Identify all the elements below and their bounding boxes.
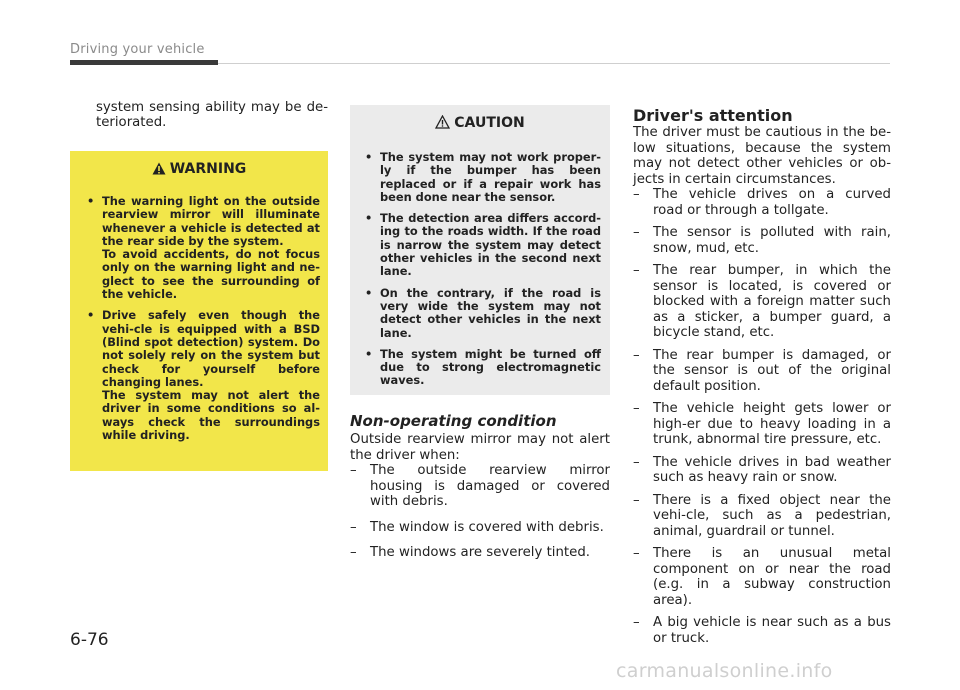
- list-item-text: The rear bumper is damaged, or the sensor is out of the original default position.: [653, 347, 891, 394]
- dash-icon: –: [350, 463, 357, 478]
- warning-item-text: Drive safely even though the vehi-cle is equipped with a BSD (Blind spot detection) system. Do not solely rely on the system but check for yourself before changing lanes.: [102, 308, 320, 389]
- dash-icon: –: [633, 615, 640, 630]
- warning-box: [70, 151, 328, 471]
- list-item: [633, 348, 891, 395]
- bullet-icon: •: [87, 308, 95, 323]
- dash-icon: –: [633, 454, 640, 470]
- bullet-icon: •: [365, 150, 373, 164]
- bullet-icon: •: [87, 194, 95, 208]
- list-item: [350, 545, 610, 561]
- list-item-text: The vehicle drives in bad weather such as heavy rain or snow.: [653, 454, 891, 485]
- list-item: [350, 520, 610, 536]
- dash-icon: –: [633, 546, 640, 561]
- dash-icon: –: [350, 545, 357, 560]
- bullet-icon: •: [365, 285, 373, 300]
- warning-item: [84, 195, 320, 301]
- dash-icon: –: [633, 347, 640, 363]
- dash-icon: –: [633, 492, 640, 508]
- non-operating-intro: Outside rearview mirror may not alert the driver when:: [350, 432, 610, 463]
- caution-box: [350, 105, 610, 395]
- list-item-text: The windows are severely tinted.: [370, 545, 590, 560]
- list-item: [633, 263, 891, 341]
- list-item-text: The rear bumper, in which the sensor is located, is covered or blocked with a foreign matter such as a sticker, a bumper guard, a bicycle stand, etc.: [653, 263, 891, 340]
- drivers-attention-heading: Driver's attention: [633, 106, 793, 125]
- list-item-text: The outside rearview mirror housing is damaged or covered with debris.: [370, 463, 610, 509]
- drivers-attention-list: [633, 187, 891, 646]
- caution-item-text: On the contrary, if the road is very wide the system may not detect other vehicles in the next lane.: [380, 285, 601, 340]
- dash-icon: –: [633, 263, 640, 278]
- list-item: [633, 493, 891, 540]
- warning-item-text: The system may not alert the driver in some conditions so al-ways check the surroundings while driving.: [102, 388, 320, 443]
- list-item-text: The vehicle drives on a curved road or through a tollgate.: [653, 187, 891, 218]
- section-header-title: Driving your vehicle: [70, 42, 205, 57]
- dash-icon: –: [633, 187, 640, 202]
- header-accent-bar: [70, 60, 218, 65]
- caution-title: CAUTION: [454, 115, 525, 131]
- dash-icon: –: [633, 401, 640, 416]
- caution-item: [362, 151, 601, 204]
- list-item-text: A big vehicle is near such as a bus or truck.: [653, 615, 891, 646]
- list-item: [350, 463, 610, 510]
- list-item: [633, 225, 891, 256]
- caution-heading: [350, 115, 610, 131]
- page-number: 6-76: [70, 630, 109, 650]
- warning-title: WARNING: [169, 161, 247, 177]
- non-operating-heading: Non-operating condition: [350, 412, 557, 430]
- caution-item: [362, 287, 601, 340]
- list-item: [633, 401, 891, 448]
- list-item-text: The sensor is polluted with rain, snow, mud, etc.: [653, 225, 891, 256]
- list-item: [633, 455, 891, 486]
- watermark-text: carmanualsonline.info: [616, 660, 833, 682]
- caution-list: [362, 151, 601, 396]
- warning-item-text: To avoid accidents, do not focus only on the warning light and ne-glect to see the surrounding of the vehicle.: [102, 247, 320, 302]
- caution-item: [362, 212, 601, 278]
- non-operating-list: [350, 463, 610, 561]
- warning-item: [84, 309, 320, 442]
- list-item-text: There is a fixed object near the vehi-cle, such as a pedestrian, animal, guardrail or tunnel.: [653, 492, 891, 539]
- caution-item-text: The system might be turned off due to strong electromagnetic waves.: [380, 346, 601, 388]
- list-item: [633, 615, 891, 646]
- list-item: [633, 187, 891, 218]
- caution-item: [362, 348, 601, 388]
- bullet-icon: •: [365, 211, 373, 226]
- caution-triangle-icon: [435, 115, 450, 129]
- continued-text: system sensing ability may be de-teriorated.: [96, 100, 328, 130]
- list-item-text: The window is covered with debris.: [370, 519, 604, 535]
- list-item-text: There is an unusual metal component on or near the road (e.g. in a subway construction area).: [653, 546, 891, 608]
- list-item-text: The vehicle height gets lower or high-er due to heavy loading in a trunk, abnormal tire pressure, etc.: [653, 401, 891, 447]
- drivers-attention-intro: The driver must be cautious in the be-low situations, because the system may not detect other vehicles or ob-jects in certain circumstances.: [633, 125, 891, 187]
- header-divider: [218, 63, 890, 64]
- warning-heading: [70, 161, 328, 177]
- bullet-icon: •: [365, 346, 373, 361]
- dash-icon: –: [350, 519, 357, 535]
- caution-item-text: The system may not work proper-ly if the bumper has been replaced or if a repair work has been done near the sensor.: [380, 150, 601, 204]
- dash-icon: –: [633, 225, 640, 240]
- caution-item-text: The detection area differs accord-ing to the roads width. If the road is narrow the system may detect other vehicles in the second next lane.: [380, 211, 601, 279]
- warning-item-text: The warning light on the outside rearview mirror will illuminate whenever a vehicle is detected at the rear side by the system.: [102, 194, 320, 248]
- warning-list: [84, 195, 320, 450]
- warning-triangle-icon: [152, 162, 166, 175]
- list-item: [633, 546, 891, 608]
